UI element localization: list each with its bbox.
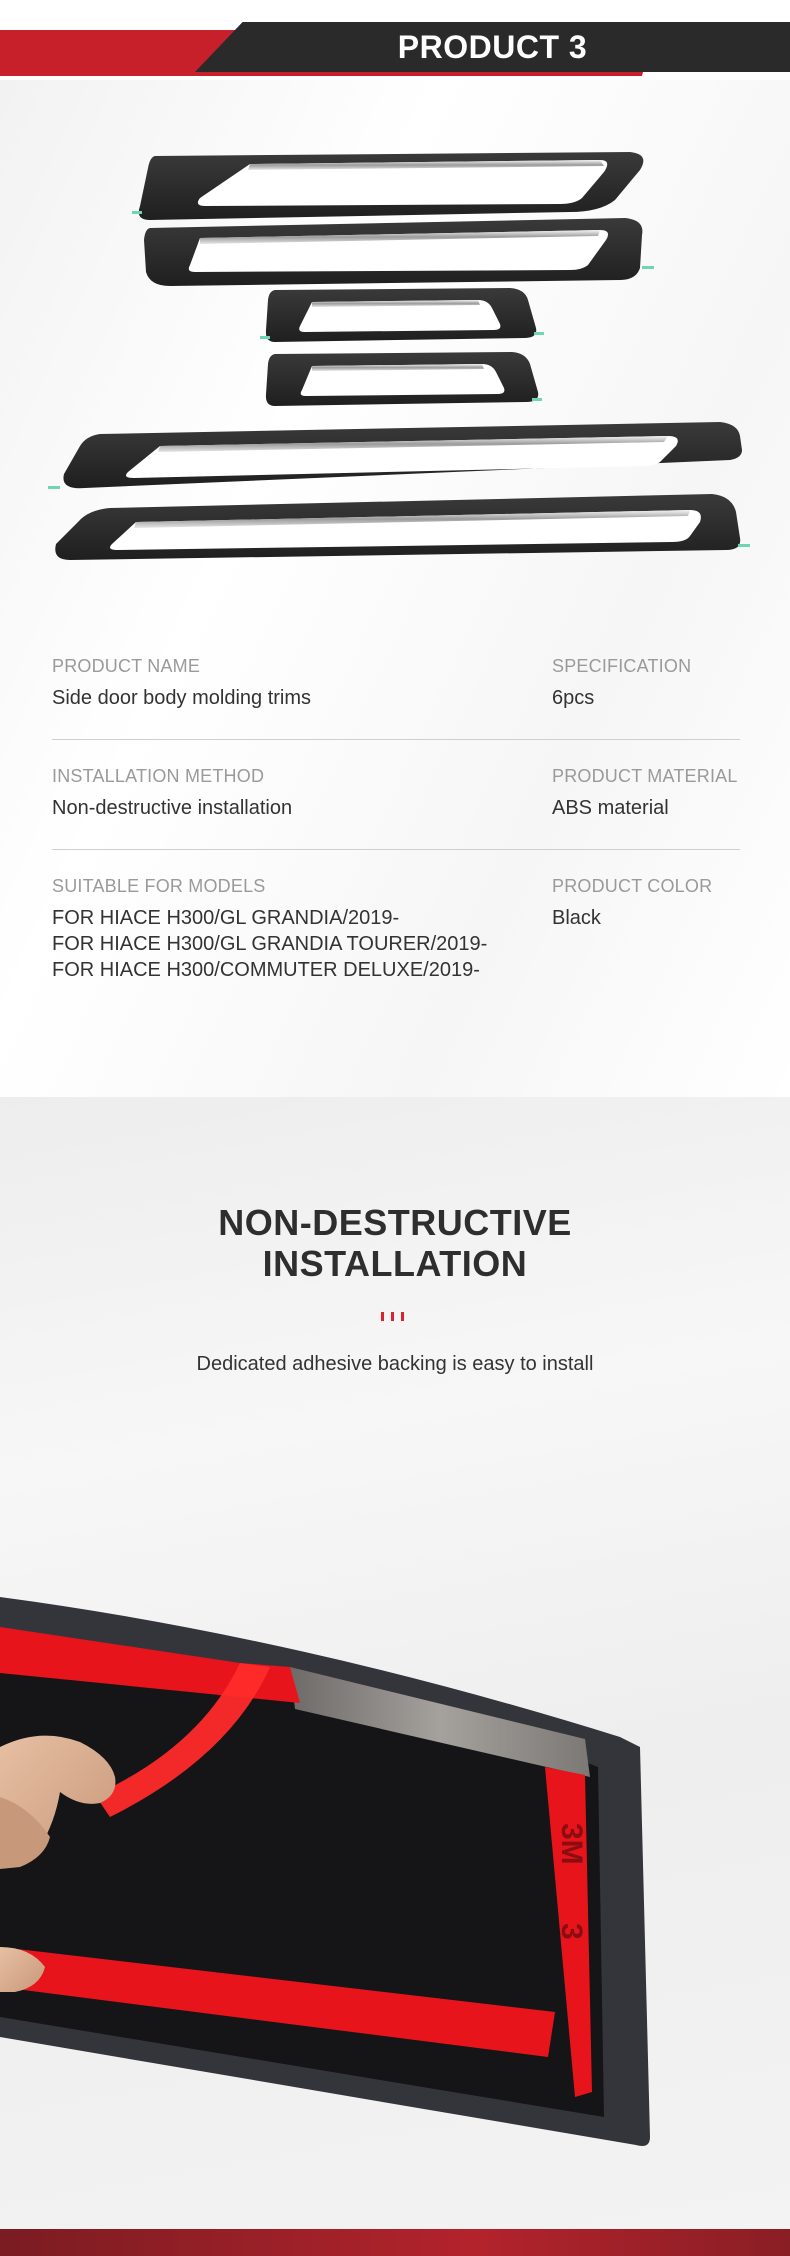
spec-label: SUITABLE FOR MODELS xyxy=(52,876,266,896)
header-banner xyxy=(0,0,790,80)
spec-product-material xyxy=(552,766,738,821)
trim-piece-3 xyxy=(260,288,544,342)
spec-value: FOR HIACE H300/GL GRANDIA TOURER/2019- xyxy=(52,933,488,955)
trim-piece-1 xyxy=(132,152,643,220)
spec-value: FOR HIACE H300/COMMUTER DELUXE/2019- xyxy=(52,959,480,981)
spec-specification xyxy=(552,656,691,711)
trim-piece-2 xyxy=(144,218,654,286)
spec-label: PRODUCT COLOR xyxy=(552,876,713,896)
trim-piece-5 xyxy=(48,422,742,489)
accent-dot xyxy=(401,1312,404,1321)
spec-value: Side door body molding trims xyxy=(52,687,312,709)
install-section xyxy=(0,1097,790,2229)
page-title: PRODUCT 3 xyxy=(397,29,588,65)
spec-label: PRODUCT MATERIAL xyxy=(552,766,738,786)
spec-product-name xyxy=(52,656,311,711)
spec-label: PRODUCT NAME xyxy=(52,656,201,676)
spec-suitable-models xyxy=(52,876,487,983)
spec-product-color xyxy=(552,876,712,931)
install-subtitle: Dedicated adhesive backing is easy to install xyxy=(196,1353,594,1375)
spec-value: FOR HIACE H300/GL GRANDIA/2019- xyxy=(52,907,400,929)
spec-row xyxy=(52,850,740,981)
spec-label: INSTALLATION METHOD xyxy=(52,766,265,786)
spec-value: Black xyxy=(552,907,601,929)
product-section xyxy=(0,80,790,1097)
spec-value: ABS material xyxy=(552,797,669,819)
spec-value: 6pcs xyxy=(552,687,595,709)
accent-dots xyxy=(381,1312,411,1322)
bottom-bar xyxy=(0,2229,790,2256)
accent-dot xyxy=(381,1312,384,1321)
trim-piece-4 xyxy=(266,352,542,406)
accent-dot xyxy=(391,1312,394,1321)
spec-row xyxy=(52,740,740,850)
tape-mark-3m: 3M xyxy=(555,1823,588,1865)
tape-mark-3: 3 xyxy=(555,1923,588,1940)
spec-installation-method xyxy=(52,766,292,821)
spec-row xyxy=(52,630,740,740)
install-title-line2: INSTALLATION xyxy=(262,1243,528,1284)
trim-piece-6 xyxy=(55,494,750,560)
spec-label: SPECIFICATION xyxy=(552,656,692,676)
install-title-line1: NON-DESTRUCTIVE xyxy=(218,1202,572,1243)
spec-value: Non-destructive installation xyxy=(52,797,293,819)
adhesive-tape-peel-image xyxy=(0,1477,790,2229)
spec-table xyxy=(52,630,740,981)
door-molding-trims-image xyxy=(0,140,790,660)
